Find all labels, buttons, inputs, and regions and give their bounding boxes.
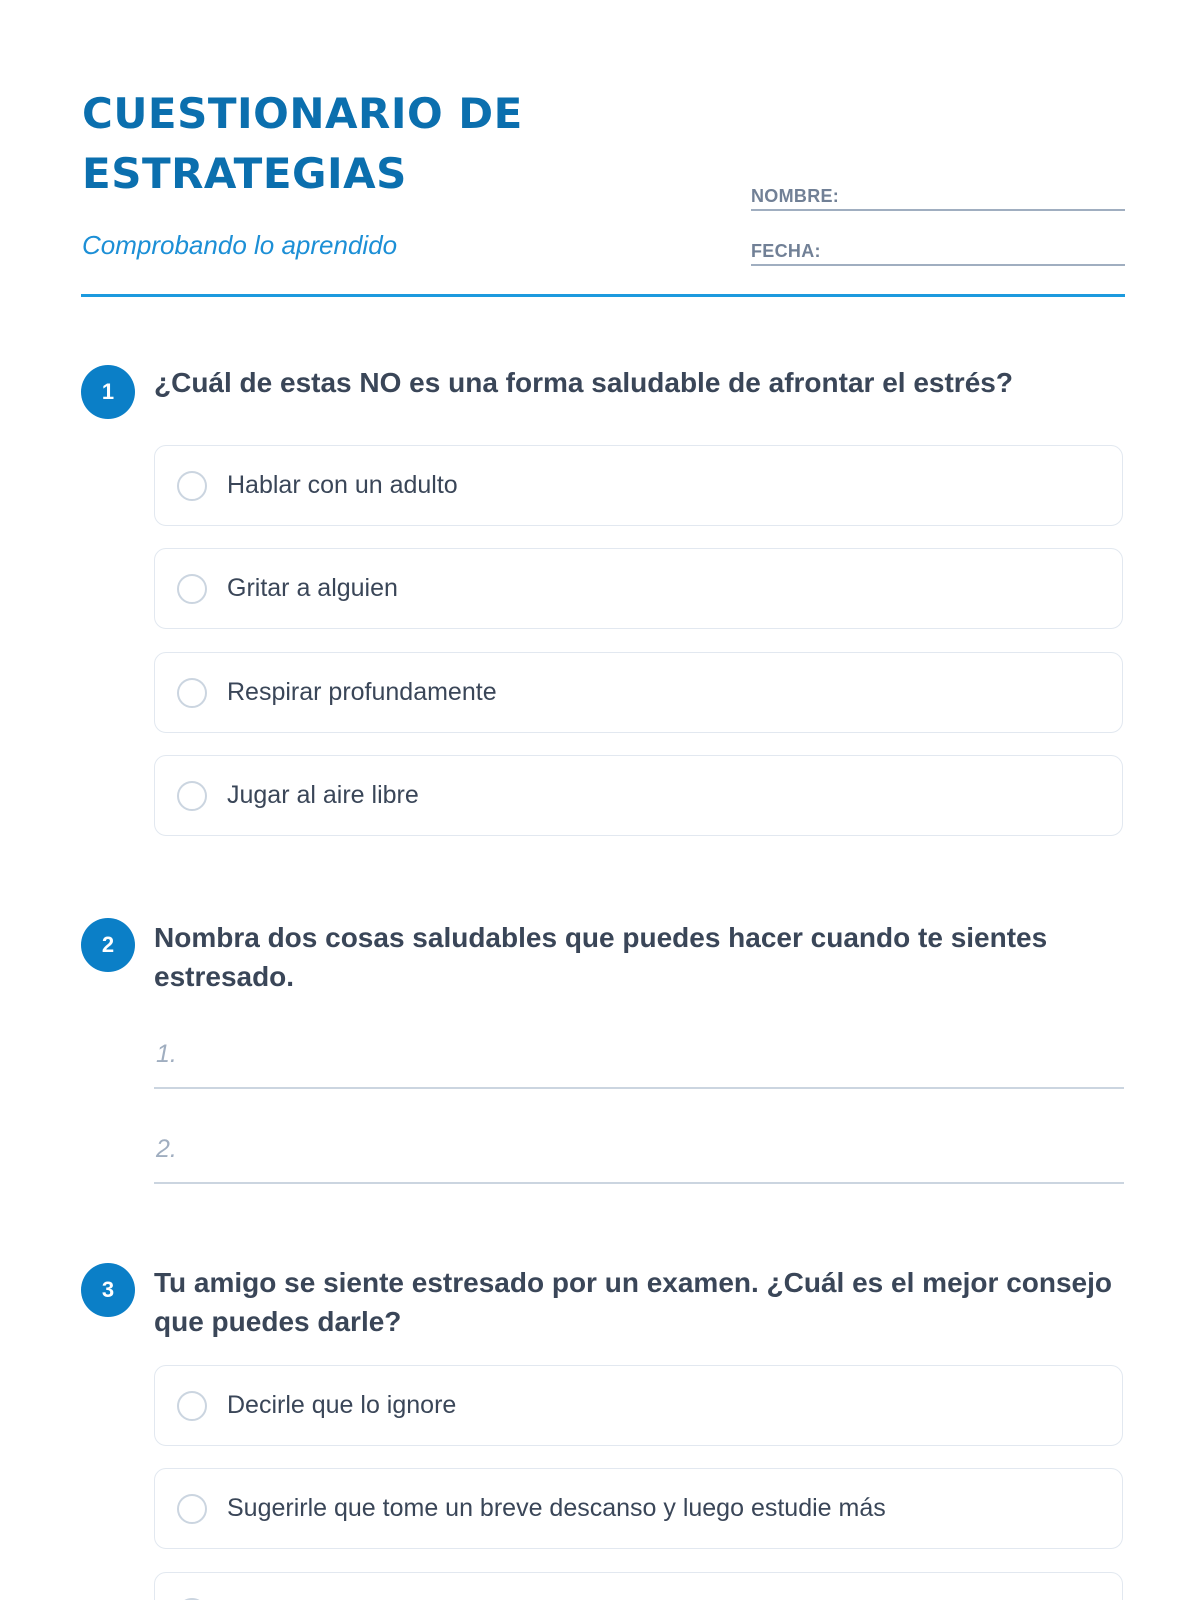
answer-number: 2.	[156, 1135, 177, 1163]
question-1-text: ¿Cuál de estas NO es una forma saludable de afrontar el estrés?	[154, 367, 1013, 398]
name-label: NOMBRE:	[751, 186, 840, 206]
date-label: FECHA:	[751, 241, 821, 261]
date-field[interactable]	[751, 241, 1125, 266]
option-label: Respirar profundamente	[227, 678, 497, 706]
question-3-option-2[interactable]	[154, 1468, 1123, 1549]
question-1-option-2[interactable]	[154, 548, 1123, 629]
radio-icon[interactable]	[177, 1391, 207, 1421]
question-3-text: Tu amigo se siente estresado por un examen. ¿Cuál es el mejor consejo que puedes darle?	[154, 1267, 1113, 1337]
question-1-option-1[interactable]	[154, 445, 1123, 526]
option-label: Sugerirle que tome un breve descanso y luego estudie más	[227, 1494, 886, 1522]
question-1-option-4[interactable]	[154, 755, 1123, 836]
answer-line-1[interactable]	[154, 1031, 1124, 1089]
radio-icon[interactable]	[177, 1494, 207, 1524]
question-2-badge: 2	[81, 918, 135, 972]
answer-line-2[interactable]	[154, 1126, 1124, 1184]
option-label: Gritar a alguien	[227, 574, 398, 602]
question-3-option-1[interactable]	[154, 1365, 1123, 1446]
question-3-option-3[interactable]	[154, 1572, 1123, 1600]
option-label: Hablar con un adulto	[227, 471, 458, 499]
radio-icon[interactable]	[177, 678, 207, 708]
title-line-1: CUESTIONARIO DE	[82, 89, 523, 138]
header-divider	[81, 294, 1125, 297]
page-subtitle: Comprobando lo aprendido	[82, 230, 398, 260]
radio-icon[interactable]	[177, 781, 207, 811]
radio-icon[interactable]	[177, 574, 207, 604]
question-2-text: Nombra dos cosas saludables que puedes hacer cuando te sientes estresado.	[154, 922, 1048, 992]
page-title	[82, 84, 642, 204]
name-field[interactable]	[751, 186, 1125, 211]
radio-icon[interactable]	[177, 471, 207, 501]
title-line-2: ESTRATEGIAS	[82, 149, 407, 198]
question-1-option-3[interactable]	[154, 652, 1123, 733]
question-1-badge: 1	[81, 365, 135, 419]
question-3-badge: 3	[81, 1263, 135, 1317]
option-label: Jugar al aire libre	[227, 781, 419, 809]
option-label: Decirle que lo ignore	[227, 1391, 457, 1419]
answer-number: 1.	[156, 1040, 177, 1068]
